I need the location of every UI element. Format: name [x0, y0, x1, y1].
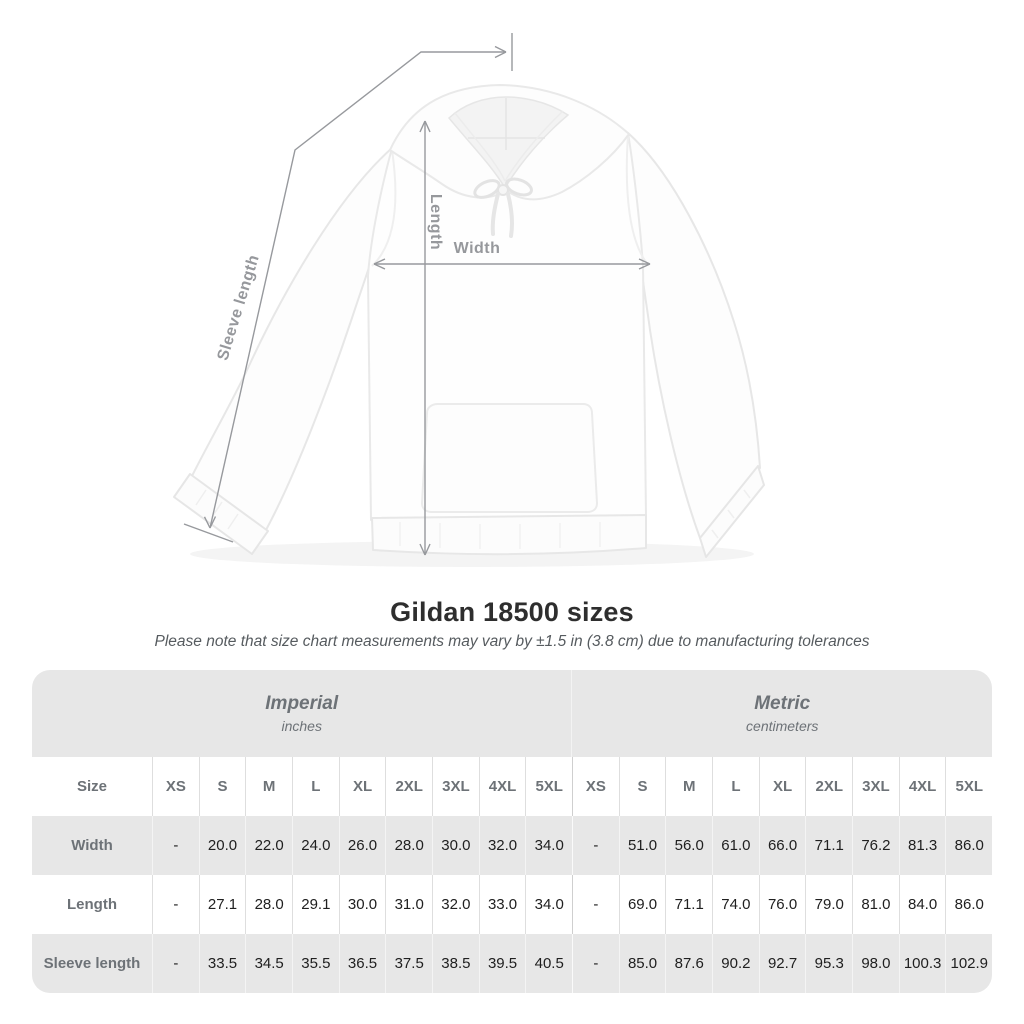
- right-sleeve: [628, 133, 760, 538]
- metric-unit: centimeters: [746, 718, 819, 734]
- size-col-header-imperial-XL: XL: [339, 757, 386, 816]
- value-cell: 51.0: [619, 816, 666, 875]
- value-cell: 35.5: [292, 934, 339, 993]
- value-cell: -: [572, 875, 619, 934]
- value-cell: 28.0: [245, 875, 292, 934]
- value-cell: 28.0: [385, 816, 432, 875]
- value-cell: 66.0: [759, 816, 806, 875]
- value-cell: 76.2: [852, 816, 899, 875]
- value-cell: 38.5: [432, 934, 479, 993]
- value-cell: 39.5: [479, 934, 526, 993]
- size-col-header-metric-M: M: [665, 757, 712, 816]
- value-cell: 34.0: [525, 875, 572, 934]
- value-cell: 34.5: [245, 934, 292, 993]
- value-cell: 85.0: [619, 934, 666, 993]
- value-cell: -: [152, 934, 199, 993]
- value-cell: 86.0: [945, 816, 992, 875]
- value-cell: 32.0: [479, 816, 526, 875]
- value-cell: 40.5: [525, 934, 572, 993]
- imperial-title: Imperial: [265, 693, 339, 714]
- table-rows: [32, 757, 992, 993]
- value-cell: 30.0: [432, 816, 479, 875]
- size-col-header-imperial-4XL: 4XL: [479, 757, 526, 816]
- value-cell: 36.5: [339, 934, 386, 993]
- row-label: Width: [71, 837, 113, 854]
- size-col-header-imperial-L: L: [292, 757, 339, 816]
- value-cell: -: [572, 934, 619, 993]
- row-label: Sleeve length: [43, 955, 141, 972]
- value-cell: 24.0: [292, 816, 339, 875]
- size-col-header-imperial-3XL: 3XL: [432, 757, 479, 816]
- size-col-header-metric-L: L: [712, 757, 759, 816]
- imperial-unit: inches: [281, 718, 322, 734]
- value-cell: 26.0: [339, 816, 386, 875]
- size-col-header-metric-5XL: 5XL: [945, 757, 992, 816]
- value-cell: 32.0: [432, 875, 479, 934]
- size-col-header-imperial-S: S: [199, 757, 246, 816]
- value-cell: 71.1: [805, 816, 852, 875]
- sleeve-length-label: Sleeve length: [214, 252, 263, 363]
- value-cell: 79.0: [805, 875, 852, 934]
- length-label: Length: [427, 193, 444, 251]
- kangaroo-pocket: [422, 404, 597, 512]
- table-row-width: [32, 816, 992, 875]
- size-header-row: [32, 757, 992, 816]
- imperial-section-header: [32, 670, 571, 757]
- value-cell: 61.0: [712, 816, 759, 875]
- size-chart-table: [32, 670, 992, 993]
- value-cell: 95.3: [805, 934, 852, 993]
- size-col-header-metric-3XL: 3XL: [852, 757, 899, 816]
- value-cell: 86.0: [945, 875, 992, 934]
- value-cell: 69.0: [619, 875, 666, 934]
- size-col-header-metric-S: S: [619, 757, 666, 816]
- value-cell: 98.0: [852, 934, 899, 993]
- row-label: Length: [67, 896, 117, 913]
- width-label: Width: [453, 240, 501, 257]
- tolerance-note: Please note that size chart measurements may vary by ±1.5 in (3.8 cm) due to manufacturing tolerances: [154, 633, 870, 650]
- size-col-header-imperial-XS: XS: [152, 757, 199, 816]
- value-cell: 90.2: [712, 934, 759, 993]
- value-cell: 74.0: [712, 875, 759, 934]
- value-cell: 22.0: [245, 816, 292, 875]
- size-col-header-metric-2XL: 2XL: [805, 757, 852, 816]
- value-cell: 33.0: [479, 875, 526, 934]
- value-cell: 37.5: [385, 934, 432, 993]
- value-cell: -: [152, 816, 199, 875]
- unit-header-band: [32, 670, 992, 757]
- value-cell: 30.0: [339, 875, 386, 934]
- value-cell: 100.3: [899, 934, 946, 993]
- value-cell: 84.0: [899, 875, 946, 934]
- page-title: Gildan 18500 sizes: [390, 597, 634, 627]
- value-cell: 81.3: [899, 816, 946, 875]
- value-cell: 76.0: [759, 875, 806, 934]
- table-row-sleeve-length: [32, 934, 992, 993]
- table-row-length: [32, 875, 992, 934]
- value-cell: 71.1: [665, 875, 712, 934]
- value-cell: 102.9: [945, 934, 992, 993]
- size-column-header: Size: [76, 778, 107, 795]
- size-col-header-metric-XS: XS: [572, 757, 619, 816]
- value-cell: -: [152, 875, 199, 934]
- value-cell: 87.6: [665, 934, 712, 993]
- metric-title: Metric: [754, 693, 811, 714]
- value-cell: 31.0: [385, 875, 432, 934]
- value-cell: 92.7: [759, 934, 806, 993]
- value-cell: 56.0: [665, 816, 712, 875]
- value-cell: 29.1: [292, 875, 339, 934]
- value-cell: 33.5: [199, 934, 246, 993]
- value-cell: 81.0: [852, 875, 899, 934]
- size-col-header-imperial-M: M: [245, 757, 292, 816]
- size-col-header-metric-XL: XL: [759, 757, 806, 816]
- value-cell: 27.1: [199, 875, 246, 934]
- size-col-header-imperial-2XL: 2XL: [385, 757, 432, 816]
- size-col-header-metric-4XL: 4XL: [899, 757, 946, 816]
- metric-section-header: [571, 670, 992, 757]
- value-cell: 34.0: [525, 816, 572, 875]
- value-cell: 20.0: [199, 816, 246, 875]
- size-col-header-imperial-5XL: 5XL: [525, 757, 572, 816]
- value-cell: -: [572, 816, 619, 875]
- hem-band: [372, 515, 646, 554]
